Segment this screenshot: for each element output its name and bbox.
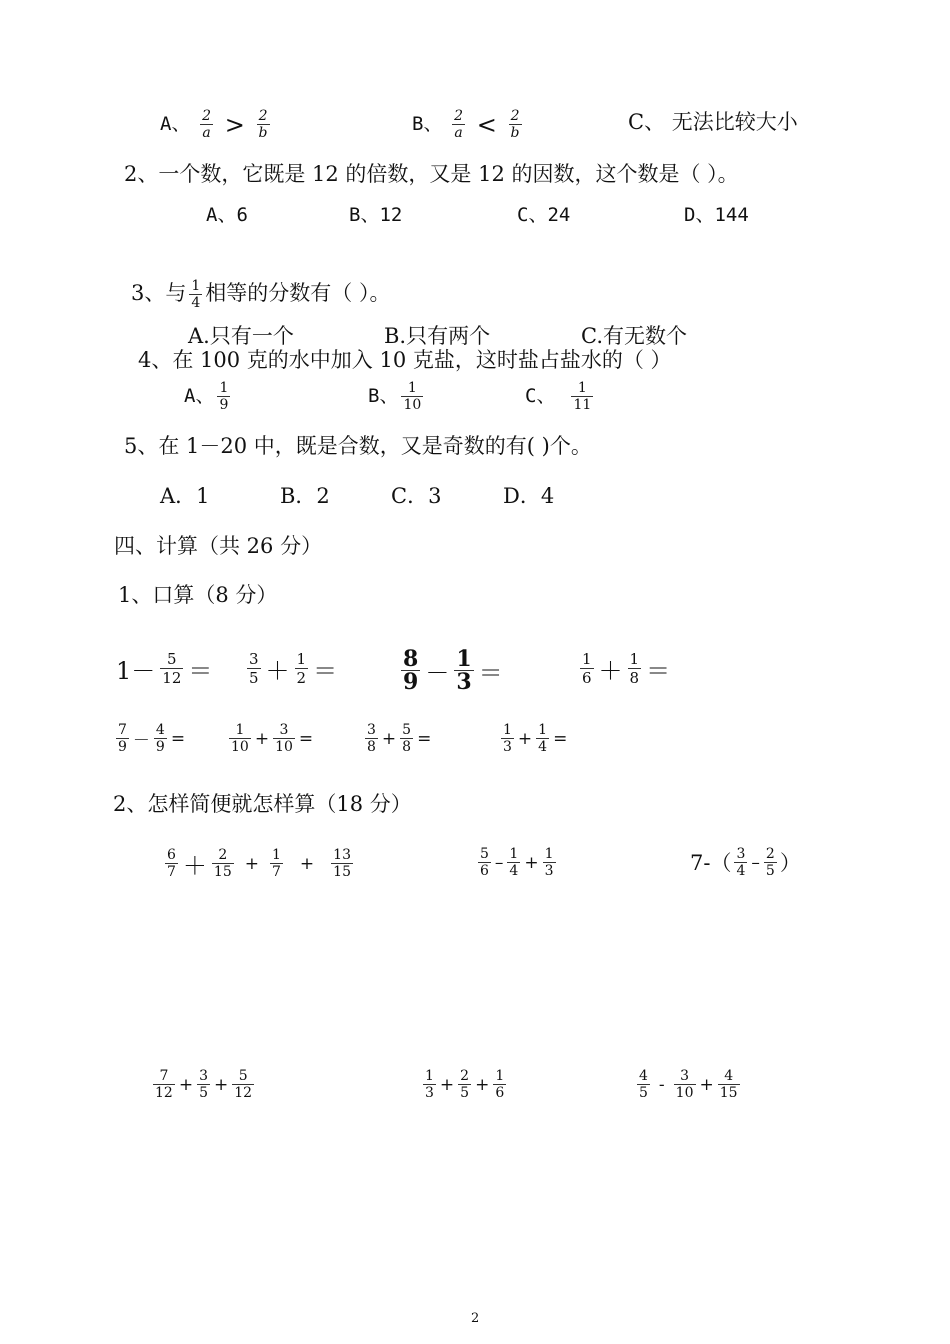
q1-option-c: C、 无法比较大小 <box>628 110 798 134</box>
fraction: $\frac{1}{7}$ <box>272 847 281 880</box>
oral-lead: 1－ <box>116 657 156 685</box>
operator: – <box>751 852 760 873</box>
q4-option-a <box>184 380 233 413</box>
equals-sign: = <box>170 728 186 749</box>
operator: + <box>524 852 539 873</box>
expr-tail: ） <box>779 850 801 875</box>
oral-title: 1、口算（8 分） <box>118 583 278 607</box>
simplify-expr-3 <box>690 846 801 879</box>
oral-expr-7 <box>362 722 432 755</box>
fraction: $\frac{1}{3}$ <box>456 646 472 695</box>
operator: - <box>658 1074 665 1095</box>
q3-suffix: 相等的分数有（ ）。 <box>205 281 391 305</box>
fraction: $\frac{2}{a}$ <box>454 108 464 141</box>
fraction: $\frac{2}{5}$ <box>765 846 775 879</box>
section-title: 四、计算（共 26 分） <box>114 534 323 558</box>
oral-expr-6 <box>226 722 314 755</box>
fraction: $\frac{5}{8}$ <box>402 722 412 755</box>
operator: + <box>254 728 270 749</box>
simplify-expr-4 <box>150 1068 257 1101</box>
fraction: $\frac{3}{10}$ <box>275 722 293 755</box>
fraction: $\frac{2}{5}$ <box>460 1068 470 1101</box>
fraction: $\frac{1}{6}$ <box>495 1068 505 1101</box>
q2-option-d: D、144 <box>684 204 749 226</box>
simplify-title: 2、怎样简便就怎样算（18 分） <box>113 792 412 816</box>
fraction: $\frac{3}{5}$ <box>199 1068 208 1101</box>
fraction: $\frac{1}{8}$ <box>629 650 640 687</box>
operator: + <box>699 1074 714 1095</box>
q3-option-b: B.只有两个 <box>384 324 491 348</box>
q5-option-d: D．4 <box>503 484 555 508</box>
fraction: $\frac{1}{4}$ <box>509 846 519 879</box>
fraction: $\frac{3}{10}$ <box>675 1068 694 1101</box>
q4-stem: 4、在 100 克的水中加入 10 克盐，这时盐占盐水的（ ） <box>138 348 672 372</box>
q2-option-a: A、6 <box>206 204 248 226</box>
fraction: $\frac{5}{12}$ <box>234 1068 253 1101</box>
equals-sign: ＝ <box>188 657 213 685</box>
q4-option-c-label: C、 <box>525 385 556 407</box>
less-than-sign: < <box>476 110 497 139</box>
operator: + <box>439 1074 455 1095</box>
fraction: $\frac{2}{15}$ <box>213 847 232 880</box>
q1-option-b-label: B、 <box>412 113 443 135</box>
fraction: $\frac{3}{4}$ <box>736 846 746 879</box>
q2-stem: 2、一个数，它既是 12 的倍数，又是 12 的因数，这个数是（ ）。 <box>124 162 739 186</box>
q1-option-a-label: A、 <box>160 113 191 135</box>
fraction: $\frac{5}{12}$ <box>162 650 182 687</box>
fraction: $\frac{1}{4}$ <box>538 722 548 755</box>
fraction: $\frac{8}{9}$ <box>403 646 419 695</box>
fraction: $\frac{1}{10}$ <box>231 722 249 755</box>
q1-option-b <box>412 108 525 141</box>
equals-sign: = <box>553 728 568 749</box>
q3-stem <box>131 278 390 311</box>
fraction: $\frac{1}{10}$ <box>403 380 422 413</box>
simplify-expr-5 <box>420 1068 509 1101</box>
q3-prefix: 3、与 <box>131 281 187 305</box>
fraction: $\frac{4}{15}$ <box>719 1068 738 1101</box>
oral-expr-8 <box>498 722 568 755</box>
operator: + <box>517 728 533 749</box>
page-number: 2 <box>471 1311 480 1326</box>
simplify-expr-2 <box>475 846 559 879</box>
fraction: $\frac{2}{b}$ <box>510 108 520 141</box>
operator: – <box>494 852 504 873</box>
operator: + <box>214 1074 229 1095</box>
q5-option-c: C．3 <box>391 484 442 508</box>
fraction: $\frac{4}{5}$ <box>639 1068 648 1101</box>
equals-sign: ＝ <box>478 659 503 687</box>
operator: ＋ <box>182 852 207 880</box>
oral-expr-2 <box>244 650 339 687</box>
fraction: $\frac{2}{b}$ <box>258 108 268 141</box>
fraction: $\frac{1}{3}$ <box>425 1068 434 1101</box>
operator: ＋ <box>598 657 623 685</box>
fraction: $\frac{3}{5}$ <box>249 650 259 687</box>
operator: + <box>381 728 397 749</box>
operator: + <box>475 1074 490 1095</box>
fraction: $\frac{4}{9}$ <box>155 722 165 755</box>
q4-option-b-label: B、 <box>368 385 399 407</box>
q3-option-a: A.只有一个 <box>188 324 294 348</box>
q3-option-c: C.有无数个 <box>581 324 687 348</box>
fraction: $\frac{7}{12}$ <box>155 1068 173 1101</box>
fraction: $\frac{1}{4}$ <box>191 278 201 311</box>
fraction: $\frac{6}{7}$ <box>167 847 176 880</box>
simplify-expr-1 <box>162 846 356 881</box>
equals-sign: ＝ <box>313 657 338 685</box>
fraction: $\frac{1}{11}$ <box>573 380 592 413</box>
operator: ＋ <box>265 657 290 685</box>
greater-than-sign: > <box>224 110 245 139</box>
fraction: $\frac{2}{a}$ <box>202 108 212 141</box>
fraction: $\frac{1}{6}$ <box>582 650 592 687</box>
equals-sign: = <box>417 728 432 749</box>
q5-option-b: B．2 <box>280 484 330 508</box>
q4-option-b <box>368 380 426 413</box>
fraction: $\frac{3}{8}$ <box>367 722 376 755</box>
fraction: $\frac{5}{6}$ <box>480 846 489 879</box>
fraction: $\frac{7}{9}$ <box>118 722 127 755</box>
q2-option-b: B、12 <box>349 204 403 226</box>
fraction: $\frac{1}{3}$ <box>503 722 512 755</box>
simplify-expr-6 <box>634 1068 743 1101</box>
equals-sign: ＝ <box>646 657 671 685</box>
equals-sign: = <box>298 728 314 749</box>
q4-option-a-label: A、 <box>184 385 215 407</box>
oral-expr-1 <box>114 650 214 687</box>
q2-option-c: C、24 <box>517 204 571 226</box>
operator: + <box>299 853 315 874</box>
oral-expr-4 <box>577 650 672 687</box>
fraction: $\frac{1}{3}$ <box>544 846 554 879</box>
expr-lead: 7-（ <box>690 850 732 875</box>
operator: － <box>425 659 450 687</box>
q5-option-a: A．1 <box>160 484 210 508</box>
operator: + <box>178 1074 194 1095</box>
fraction: $\frac{1}{9}$ <box>219 380 229 413</box>
fraction: $\frac{1}{2}$ <box>296 650 307 687</box>
oral-expr-3 <box>398 648 505 693</box>
q4-option-c <box>525 380 596 413</box>
operator: － <box>132 731 150 751</box>
q1-option-a <box>160 108 273 141</box>
fraction: $\frac{13}{15}$ <box>333 847 351 880</box>
q5-stem: 5、在 1－20 中，既是合数，又是奇数的有( )个。 <box>124 434 592 458</box>
operator: + <box>244 853 259 874</box>
oral-expr-5 <box>113 722 186 755</box>
